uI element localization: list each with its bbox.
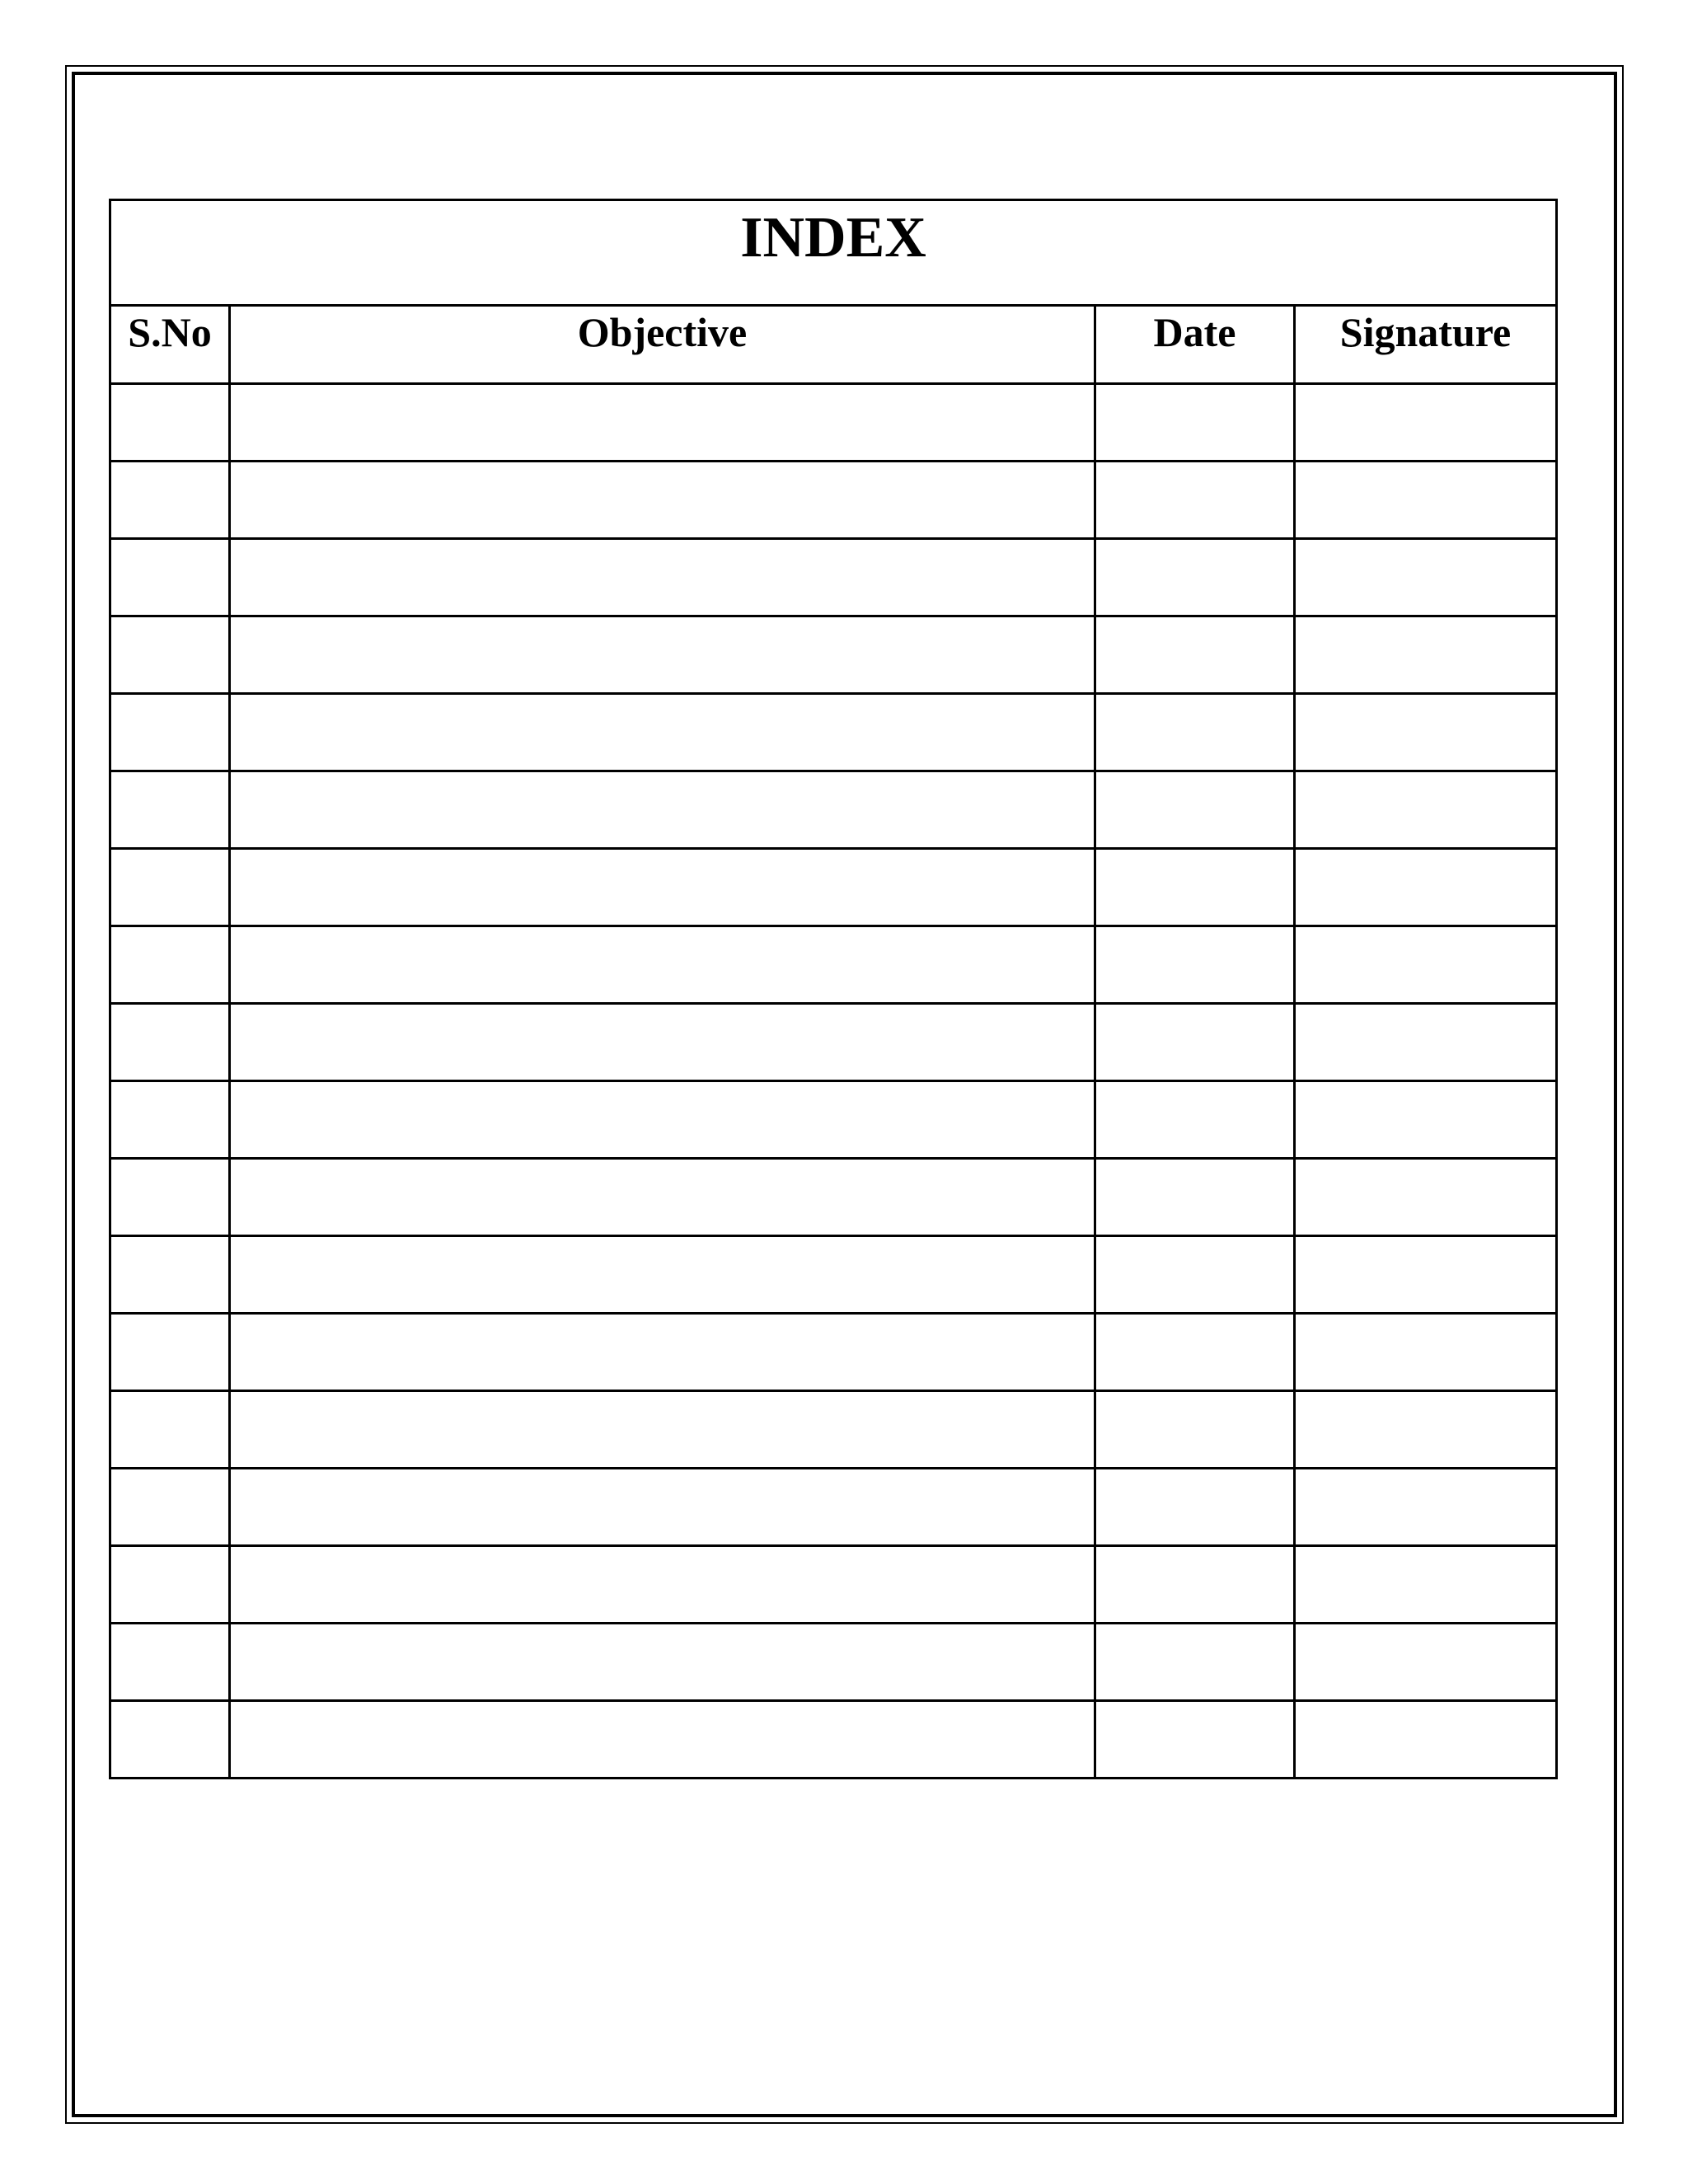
column-header-signature: Signature <box>1295 306 1557 384</box>
table-row <box>110 926 1557 1004</box>
objective-cell <box>230 1469 1095 1546</box>
signature-cell <box>1295 1159 1557 1236</box>
signature-cell <box>1295 1391 1557 1469</box>
objective-cell <box>230 1159 1095 1236</box>
objective-cell <box>230 1314 1095 1391</box>
date-cell <box>1095 1469 1295 1546</box>
sno-cell <box>110 1314 230 1391</box>
signature-cell <box>1295 1236 1557 1314</box>
objective-cell <box>230 539 1095 616</box>
table-row <box>110 849 1557 926</box>
date-cell <box>1095 1236 1295 1314</box>
sno-cell <box>110 1701 230 1779</box>
index-table <box>109 199 1558 1779</box>
sno-cell <box>110 1546 230 1624</box>
sno-cell <box>110 926 230 1004</box>
table-row <box>110 539 1557 616</box>
sno-cell <box>110 616 230 694</box>
objective-cell <box>230 771 1095 849</box>
date-cell <box>1095 1004 1295 1081</box>
objective-cell <box>230 1004 1095 1081</box>
signature-cell <box>1295 1469 1557 1546</box>
objective-cell <box>230 1546 1095 1624</box>
table-row <box>110 1546 1557 1624</box>
table-row <box>110 1159 1557 1236</box>
table-row <box>110 462 1557 539</box>
signature-cell <box>1295 1624 1557 1701</box>
objective-cell <box>230 462 1095 539</box>
signature-cell <box>1295 1546 1557 1624</box>
sno-cell <box>110 1469 230 1546</box>
signature-cell <box>1295 384 1557 462</box>
signature-cell <box>1295 539 1557 616</box>
date-cell <box>1095 539 1295 616</box>
sno-cell <box>110 1391 230 1469</box>
index-table-body <box>110 384 1557 1779</box>
table-row <box>110 1469 1557 1546</box>
signature-cell <box>1295 849 1557 926</box>
table-row <box>110 1624 1557 1701</box>
sno-cell <box>110 462 230 539</box>
table-row <box>110 1081 1557 1159</box>
column-header-objective: Objective <box>230 306 1095 384</box>
sno-cell <box>110 1081 230 1159</box>
date-cell <box>1095 1081 1295 1159</box>
objective-cell <box>230 384 1095 462</box>
date-cell <box>1095 462 1295 539</box>
sno-cell <box>110 384 230 462</box>
date-cell <box>1095 1701 1295 1779</box>
table-row <box>110 1701 1557 1779</box>
date-cell <box>1095 1314 1295 1391</box>
sno-cell <box>110 771 230 849</box>
column-header-sno: S.No <box>110 306 230 384</box>
objective-cell <box>230 926 1095 1004</box>
objective-cell <box>230 1624 1095 1701</box>
date-cell <box>1095 1159 1295 1236</box>
table-row <box>110 694 1557 771</box>
date-cell <box>1095 694 1295 771</box>
signature-cell <box>1295 771 1557 849</box>
table-row <box>110 1236 1557 1314</box>
column-header-date: Date <box>1095 306 1295 384</box>
date-cell <box>1095 849 1295 926</box>
date-cell <box>1095 1624 1295 1701</box>
sno-cell <box>110 1236 230 1314</box>
objective-cell <box>230 849 1095 926</box>
table-row <box>110 771 1557 849</box>
signature-cell <box>1295 694 1557 771</box>
signature-cell <box>1295 1701 1557 1779</box>
objective-cell <box>230 1081 1095 1159</box>
table-row <box>110 1004 1557 1081</box>
objective-cell <box>230 1236 1095 1314</box>
sno-cell <box>110 849 230 926</box>
title-row <box>110 200 1557 306</box>
table-row <box>110 384 1557 462</box>
sno-cell <box>110 1159 230 1236</box>
objective-cell <box>230 1701 1095 1779</box>
sno-cell <box>110 1004 230 1081</box>
index-title: INDEX <box>110 200 1557 306</box>
signature-cell <box>1295 1081 1557 1159</box>
date-cell <box>1095 1546 1295 1624</box>
signature-cell <box>1295 1314 1557 1391</box>
signature-cell <box>1295 1004 1557 1081</box>
date-cell <box>1095 926 1295 1004</box>
column-header-row <box>110 306 1557 384</box>
sno-cell <box>110 694 230 771</box>
table-row <box>110 1314 1557 1391</box>
date-cell <box>1095 384 1295 462</box>
signature-cell <box>1295 616 1557 694</box>
signature-cell <box>1295 926 1557 1004</box>
date-cell <box>1095 771 1295 849</box>
sno-cell <box>110 1624 230 1701</box>
objective-cell <box>230 616 1095 694</box>
sno-cell <box>110 539 230 616</box>
objective-cell <box>230 1391 1095 1469</box>
date-cell <box>1095 1391 1295 1469</box>
table-row <box>110 1391 1557 1469</box>
table-row <box>110 616 1557 694</box>
signature-cell <box>1295 462 1557 539</box>
date-cell <box>1095 616 1295 694</box>
objective-cell <box>230 694 1095 771</box>
